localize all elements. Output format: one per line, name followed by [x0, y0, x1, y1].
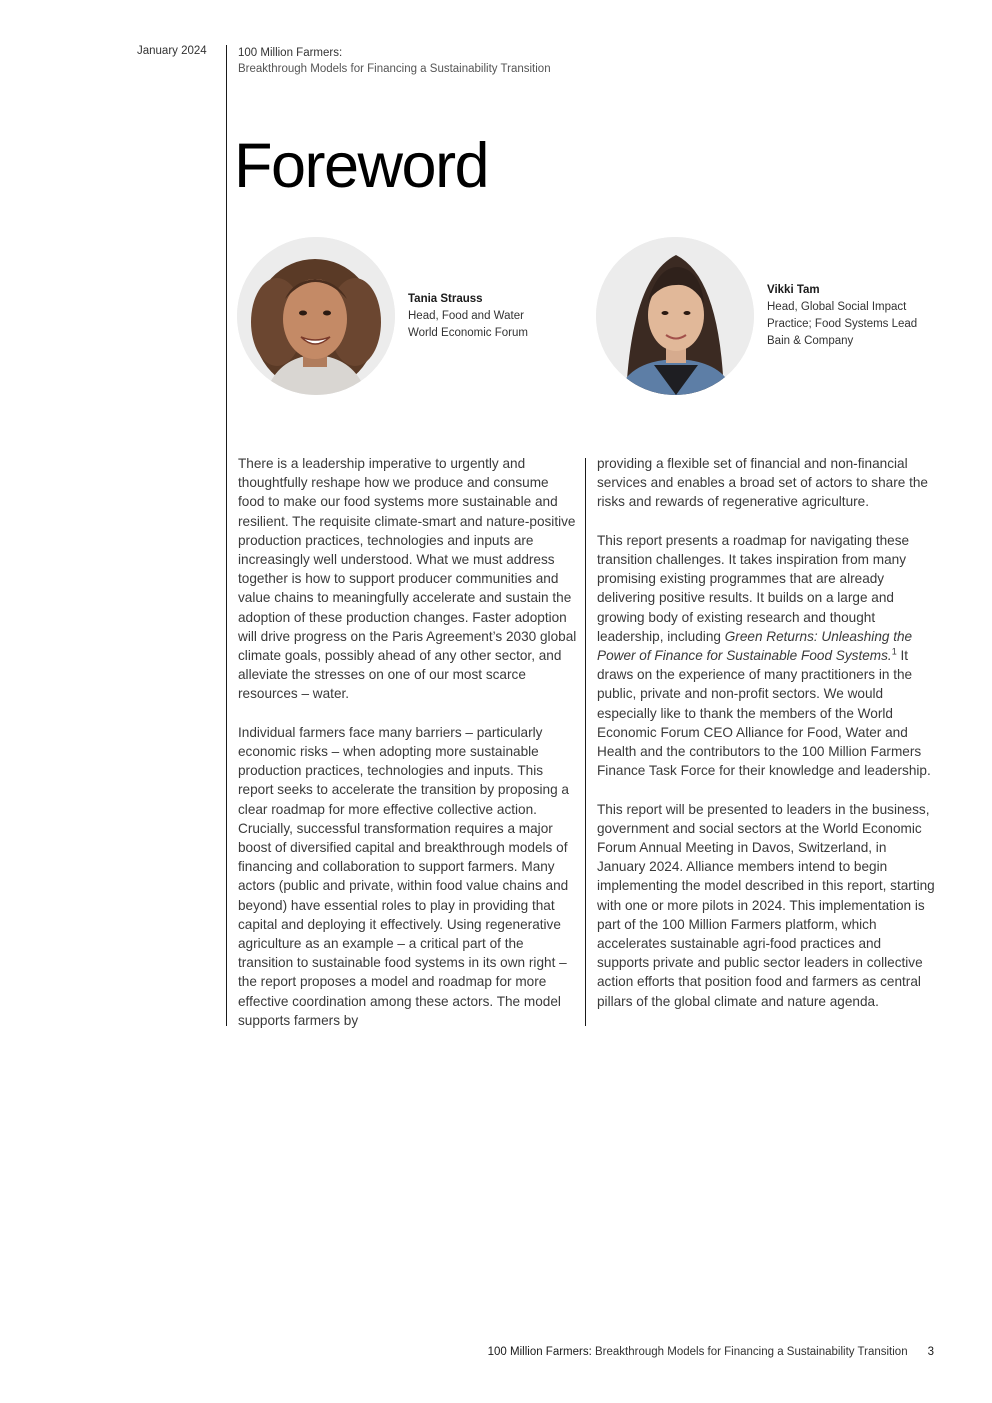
body-column-2: [597, 454, 937, 1011]
margin-divider: [226, 45, 227, 1026]
paragraph: Individual farmers face many barriers – particularly economic risks – when adopting more sustainable production practices, technologies and inputs. This report seeks to accelerate the transition by proposing a clear roadmap for more effective collective action. Crucially, successful transformation requires a major boost of diversified capital and breakthrough models of financing and collaboration to support farmers. Many actors (public and private, within food value chains and beyond) have essential roles to play in providing that capital and deploying it effectively. Using regenerative agriculture as an example – a critical part of the transition to sustainable food systems in its own right – the report proposes a model and roadmap for more effective coordination among these actors. The model supports farmers by: [238, 724, 569, 1028]
paragraph: There is a leadership imperative to urgently and thoughtfully reshape how we produce and consume food to make our food systems more sustainable and resilient. The requisite climate-smart and nature-positive production practices, technologies and inputs are increasingly well understood. What we must address together is how to support producer communities and value chains to meaningfully accelerate and sustain the adoption of these production changes. Faster adoption will drive progress on the Paris Agreement’s 2030 global climate goals, possibly ahead of any other sector, and alleviate the stresses on one of our most scarce resources – water.: [238, 456, 577, 702]
paragraph-text: It draws on the experience of many practitioners in the public, private and non-profit sectors. We would especially like to thank the members of the World Economic Forum CEO Alliance for Food, Water and Health and the contributors to the 100 Million Farmers Finance Task Force for their knowledge and leadership.: [597, 648, 931, 779]
header-date: January 2024: [137, 45, 207, 57]
cited-report-title: Green Returns: Unleashing the Power of Finance for Sustainable Food Systems.: [597, 628, 913, 664]
page-number: 3: [927, 1346, 934, 1358]
author-2-name: Vikki Tam: [767, 284, 820, 296]
footer-title-bold: 100 Million Farmers:: [487, 1346, 592, 1358]
portrait-image: [596, 237, 754, 395]
author-2: [767, 282, 942, 350]
page-footer: [488, 1346, 934, 1358]
header-title: 100 Million Farmers:: [238, 47, 343, 59]
author-1-name: Tania Strauss: [408, 293, 483, 305]
paragraph: [597, 531, 937, 781]
body-column-1: [238, 454, 578, 1030]
footer-title-rest: Breakthrough Models for Financing a Sustainability Transition: [591, 1346, 908, 1358]
footnote-marker[interactable]: 1: [891, 646, 897, 657]
portrait-image: [237, 237, 395, 395]
author-photo-1: [237, 237, 395, 395]
author-1-org: World Economic Forum: [408, 327, 528, 339]
column-divider: [585, 458, 586, 1026]
header-subtitle: Breakthrough Models for Financing a Sustainability Transition: [238, 63, 551, 75]
paragraph: providing a flexible set of financial and non-financial services and enables a broad set of actors to share the risks and rewards of regenerative agriculture.: [597, 456, 928, 510]
page-title: Foreword: [234, 131, 489, 201]
author-2-role: Head, Global Social Impact Practice; Food Systems Lead: [767, 301, 918, 330]
author-1: [408, 291, 528, 342]
header-report-title: [238, 45, 551, 77]
author-photo-2: [596, 237, 754, 395]
paragraph: This report will be presented to leaders in the business, government and social sectors at the World Economic Forum Annual Meeting in Davos, Switzerland, in January 2024. Alliance members intend to begin implementing the model described in this report, starting with one or more pilots in 2024. This implementation is part of the 100 Million Farmers platform, which accelerates sustainable agri-food practices and supports private and public sector leaders in collective action efforts that position food and farmers as central pillars of the global climate and nature agenda.: [597, 801, 935, 1009]
author-2-org: Bain & Company: [767, 335, 854, 347]
paragraph-text: This report presents a roadmap for navigating these transition challenges. It takes inspiration from many promising existing programmes that are already delivering positive results. It builds on a large and growing body of existing research and thought leadership, including: [597, 532, 910, 644]
author-1-role: Head, Food and Water: [408, 310, 524, 322]
